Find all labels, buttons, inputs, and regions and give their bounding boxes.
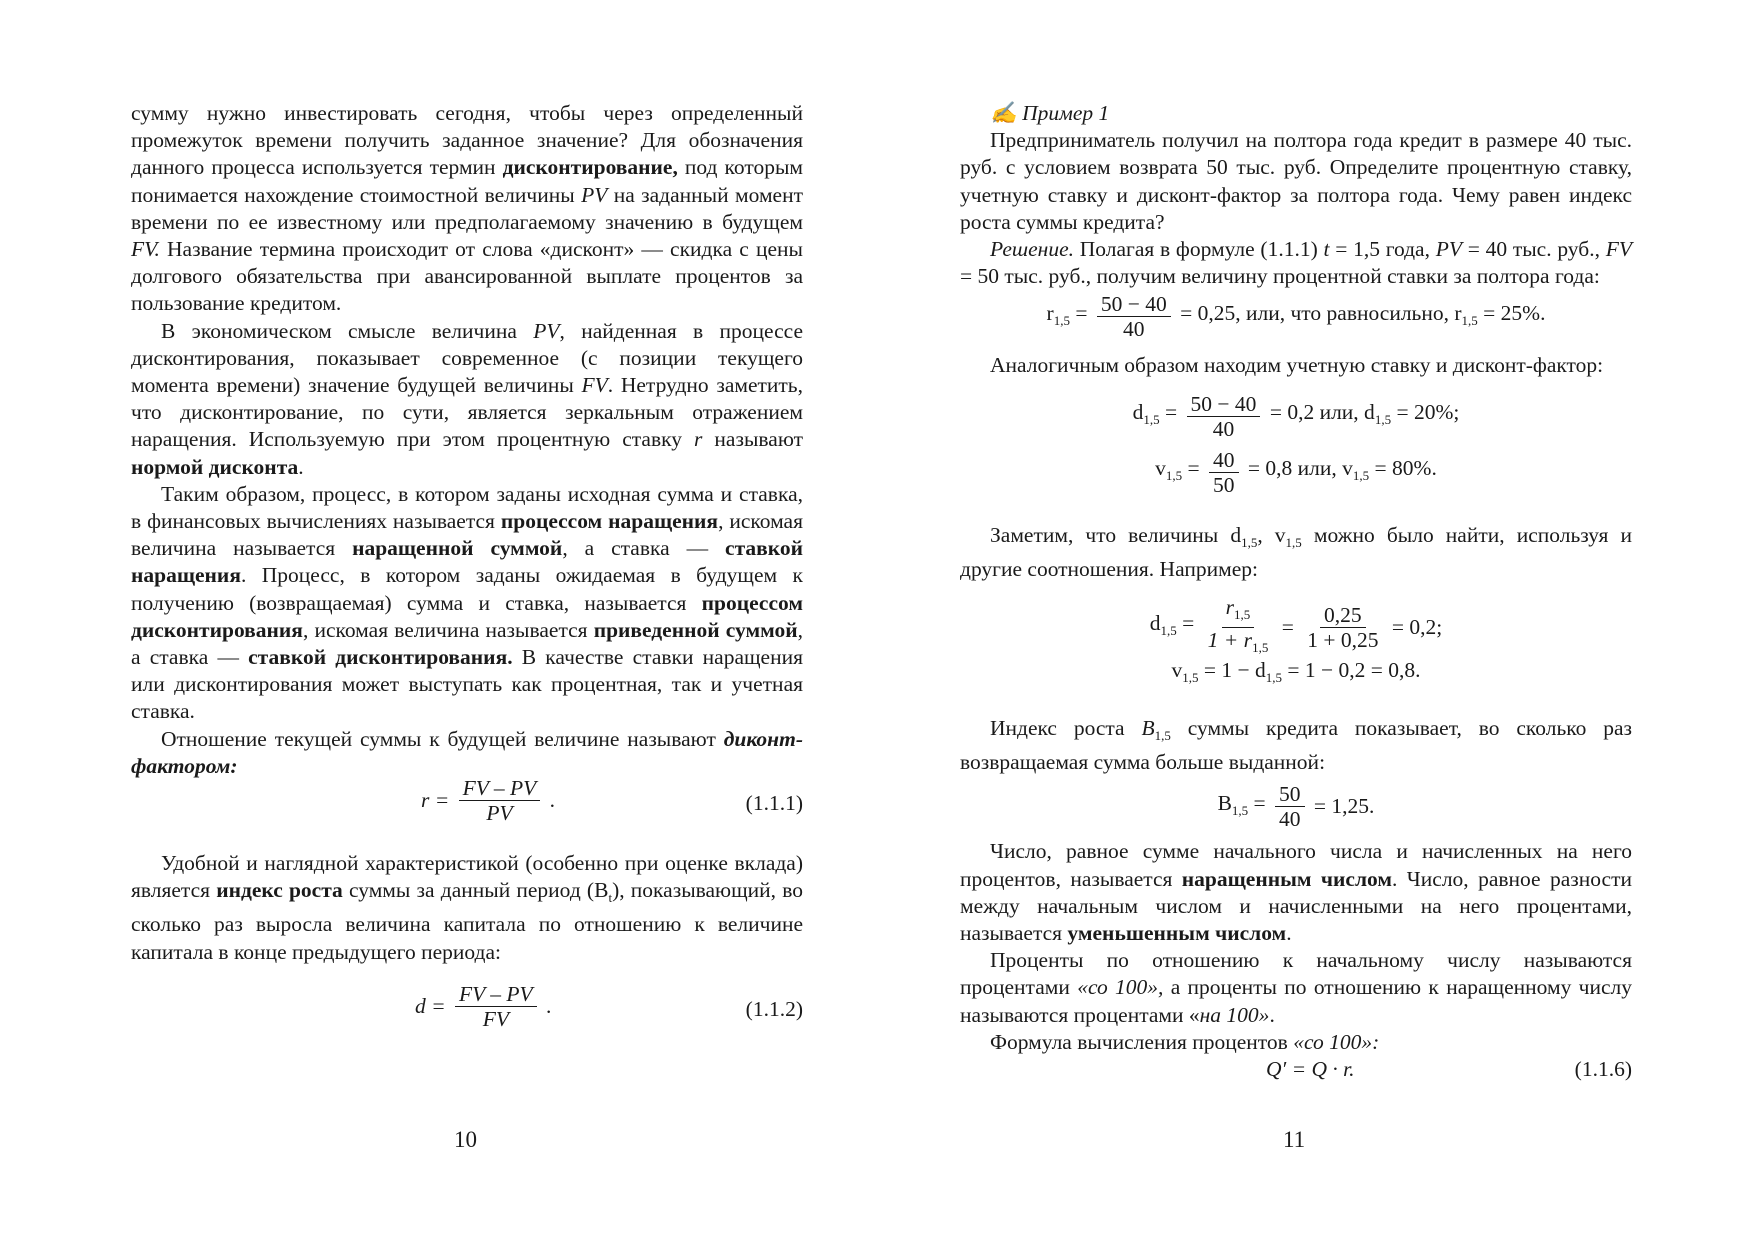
left-page [131, 100, 803, 1040]
right-paragraph-5: Индекс роста $B_{1,5}$ суммы кредита показывает, во сколько раз возвращаемая сумма больше выданной: [960, 716, 1632, 775]
formula-1-1-2: d = $\frac{FV - PV}{FV}$ . (1.1.2) [415, 981, 803, 1031]
right-paragraph-8: Формула вычисления процентов «со 100»: [990, 1029, 1380, 1054]
left-paragraph-3: Таким образом, процесс, в котором заданы исходная сумма и ставка, в финансовых вычислениях называется процессом наращения, искомая величина называется наращенной суммой, а ставка — ставкой наращения. Процесс, в котором заданы ожидаемая в будущем к получению (возвращаемая) сумма и ставка, называется процессом дисконтирования, искомая величина называется приведенной суммой, а ставка — ставкой дисконтирования. В качестве ставки наращения или дисконтирования может выступать как процентная, так и учетная ставка. [131, 481, 804, 724]
right-paragraph-4: Заметим, что величины $d_{1,5}$, $v_{1,5}$ можно было найти, используя и другие соотношения. Например: [960, 522, 1632, 581]
page-number-left: 10 [454, 1127, 477, 1152]
formula-r: $r_{1,5}$ = $\frac{50 - 40}{40}$ = 0,25, или, что равносильно, $r_{1,5} = 25\%$. [1046, 292, 1546, 342]
right-page [960, 100, 1632, 1084]
formula-number: (1.1.2) [745, 996, 803, 1021]
left-paragraph-5: Удобной и наглядной характеристикой (особенно при оценке вклада) является индекс роста суммы за данный период $(B_t)$, показывающий, во сколько раз выросла величина капитала по отношению к величине капитала в конце предыдущего периода: [131, 851, 803, 964]
page-number-right: 11 [1283, 1127, 1306, 1152]
right-paragraph-6: Число, равное сумме начального числа и начисленных на него процентов, называется наращенным числом. Число, равное разности между начальным числом и начисленными на него процентами, называется уменьшенным числом. [960, 839, 1632, 946]
right-paragraph-3: Аналогичным образом находим учетную ставку и дисконт-фактор: [990, 353, 1604, 378]
example-title: ✍ Пример 1 [990, 101, 1110, 125]
formula-d: $d_{1,5}$ = $\frac{50 - 40}{40}$ = 0,2 или, $d_{1,5} = 20\%$; [1132, 391, 1460, 441]
formula-1-1-1: r = $\frac{FV - PV}{PV}$ . (1.1.1) [421, 776, 803, 826]
formula-b: $B_{1,5}$ = $\frac{50}{40}$ = 1,25. [1217, 782, 1375, 832]
right-paragraph-7: Проценты по отношению к начальному числу называются процентами «со 100», а проценты по отношению к наращенному числу называются процентами «на 100». [960, 948, 1632, 1027]
right-paragraph-1: Предприниматель получил на полтора года кредит в размере 40 тыс. руб. с условием возврата 50 тыс. руб. Определите процентную ставку, учетную ставку и дисконт-фактор за полтора года. Чему равен индекс роста суммы кредита? [960, 128, 1632, 234]
left-paragraph-1: сумму нужно инвестировать сегодня, чтобы через определенный промежуток времени получить заданное значение? Для обозначения данного процесса используется термин дисконтирование, под которым понимается нахождение стоимостной величины PV на заданный момент времени по ее известному или предполагаемому значению в будущем FV. Название термина происходит от слова «дисконт» — скидка с цены долгового обязательства при авансированной выплате процентов за пользование кредитом. [131, 101, 804, 316]
formula-number: (1.1.6) [1574, 1057, 1632, 1082]
formula-1-1-6: Q′ = Q · r. (1.1.6) [960, 1056, 1632, 1084]
right-paragraph-2: Решение. Полагая в формуле (1.1.1) t = 1,5 года, PV = 40 тыс. руб., FV = 50 тыс. руб., получим величину процентной ставки за полтора года: [960, 237, 1632, 289]
left-paragraph-2: В экономическом смысле величина PV, найденная в процессе дисконтирования, показывает современное (с позиции текущего момента времени) значение будущей величины FV. Нетрудно заметить, что дисконтирование, по сути, является зеркальным отражением наращения. Используемую при этом процентную ставку r называют нормой дисконта. [131, 318, 803, 479]
formula-v: $v_{1,5}$ = $\frac{40}{50}$ = 0,8 или, $v_{1,5} = 80\%$. [1155, 447, 1437, 497]
left-paragraph-4: Отношение текущей суммы к будущей величине называют диконт-фактором: [131, 726, 803, 778]
formula-d-alt: $d_{1,5}$ = $\frac{r_{1,5}}{1 + r_{1,5}}$ = $\frac{0,25}{1 + 0,25}$ = 0,2; [1149, 595, 1443, 656]
formula-number: (1.1.1) [745, 791, 803, 816]
formula-v-alt: $v_{1,5} = 1 - d_{1,5} = 1 - 0,2 = 0,8$. [1171, 658, 1421, 686]
